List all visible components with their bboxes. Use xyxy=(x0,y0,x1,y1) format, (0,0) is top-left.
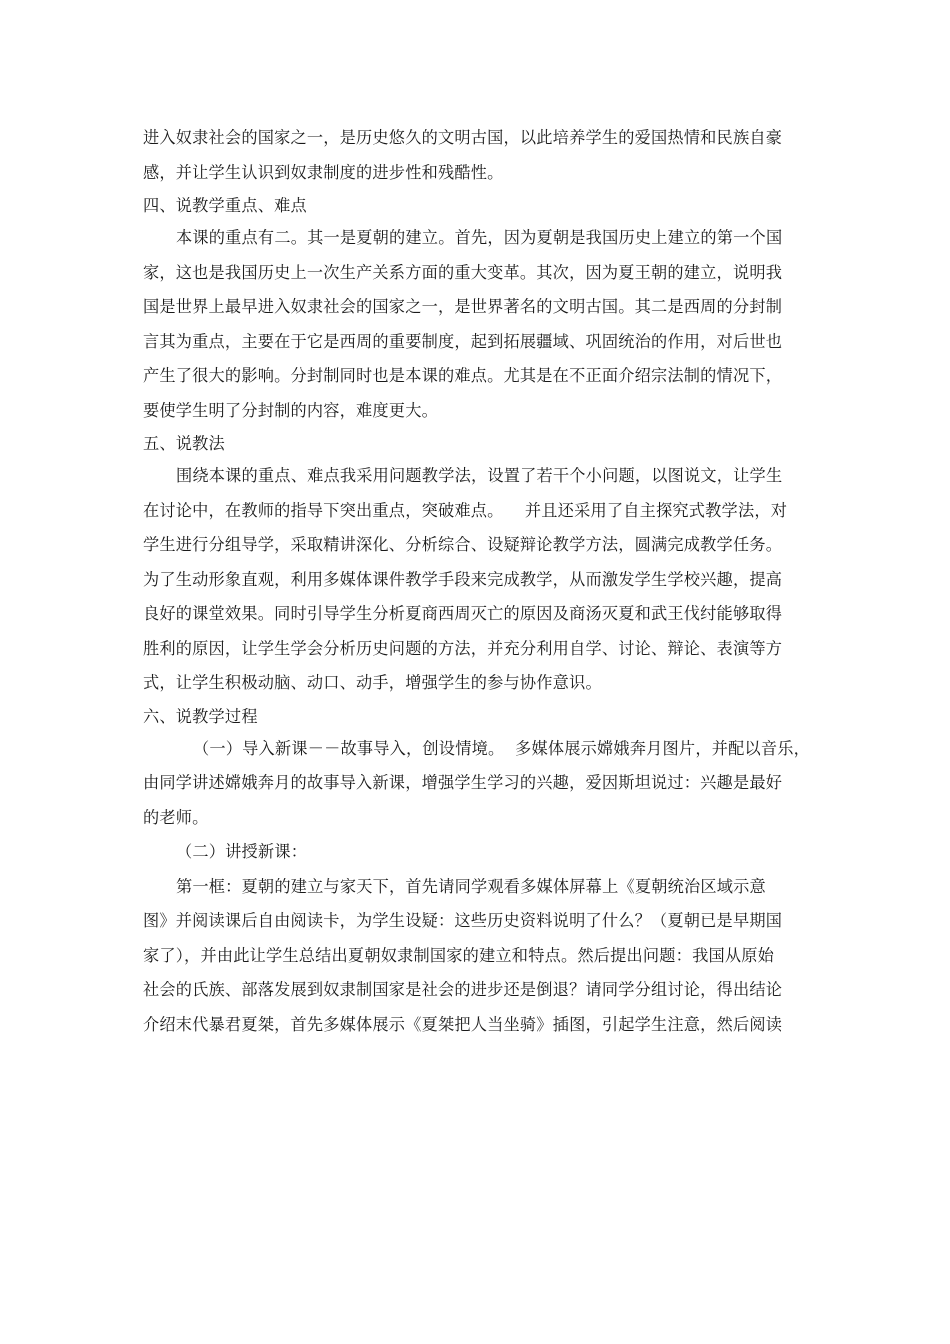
paragraph-line: 国是世界上最早进入奴隶社会的国家之一，是世界著名的文明古国。其二是西周的分封制 xyxy=(143,297,783,316)
paragraph-line: 为了生动形象直观，利用多媒体课件教学手段来完成教学，从而激发学生学校兴趣，提高 xyxy=(143,569,783,589)
paragraph-line: 的老师。 xyxy=(143,807,209,827)
paragraph-line: 图》并阅读课后自由阅读卡，为学生设疑：这些历史资料说明了什么？（夏朝已是早期国 xyxy=(143,911,783,930)
section-heading-teaching-process: 六、说教学过程 xyxy=(143,706,258,726)
paragraph-line: 产生了很大的影响。分封制同时也是本课的难点。尤其是在不正面介绍宗法制的情况下， xyxy=(143,366,783,385)
paragraph-line: 家了），并由此让学生总结出夏朝奴隶制国家的建立和特点。然后提出问题：我国从原始 xyxy=(143,945,775,965)
paragraph-line: 第一框：夏朝的建立与家天下，首先请同学观看多媒体屏幕上《夏朝统治区域示意 xyxy=(176,876,766,896)
paragraph-line: 胜利的原因，让学生学会分析历史问题的方法，并充分利用自学、讨论、辩论、表演等方 xyxy=(143,638,783,658)
text-line: 感，并让学生认识到奴隶制度的进步性和残酷性。 xyxy=(143,162,504,182)
paragraph-line: 本课的重点有二。其一是夏朝的建立。首先，因为夏朝是我国历史上建立的第一个国 xyxy=(176,228,783,247)
paragraph-line: 要使学生明了分封制的内容，难度更大。 xyxy=(143,400,438,420)
section-heading-key-points: 四、说教学重点、难点 xyxy=(143,196,307,215)
subheading-line: （二）讲授新课： xyxy=(176,842,308,861)
paragraph-line: 家，这也是我国历史上一次生产关系方面的重大变革。其次，因为夏王朝的建立，说明我 xyxy=(143,262,783,282)
document-body xyxy=(143,121,813,1042)
paragraph-line: （一）导入新课－－故事导入，创设情境。 多媒体展示嫦娥奔月图片，并配以音乐， xyxy=(193,738,811,758)
text-line: 进入奴隶社会的国家之一，是历史悠久的文明古国，以此培养学生的爱国热情和民族自豪 xyxy=(143,128,783,147)
paragraph-line: 式，让学生积极动脑、动口、动手，增强学生的参与协作意识。 xyxy=(143,673,602,692)
section-heading-teaching-method: 五、说教法 xyxy=(143,434,225,453)
paragraph-line: 言其为重点，主要在于它是西周的重要制度，起到拓展疆域、巩固统治的作用，对后世也 xyxy=(143,331,783,351)
paragraph-line: 围绕本课的重点、难点我采用问题教学法，设置了若干个小问题，以图说文，让学生 xyxy=(176,466,783,485)
paragraph-line: 由同学讲述嫦娥奔月的故事导入新课，增强学生学习的兴趣，爱因斯坦说过：兴趣是最好 xyxy=(143,773,783,792)
paragraph-line: 良好的课堂效果。同时引导学生分析夏商西周灭亡的原因及商汤灭夏和武王伐纣能够取得 xyxy=(143,604,783,623)
paragraph-line: 在讨论中，在教师的指导下突出重点，突破难点。 并且还采用了自主探究式教学法，对 xyxy=(143,500,788,520)
paragraph-line: 社会的氏族、部落发展到奴隶制国家是社会的进步还是倒退？请同学分组讨论，得出结论 xyxy=(143,980,783,999)
paragraph-line: 介绍末代暴君夏桀，首先多媒体展示《夏桀把人当坐骑》插图，引起学生注意，然后阅读 xyxy=(143,1014,783,1034)
paragraph-line: 学生进行分组导学，采取精讲深化、分析综合、设疑辩论教学方法，圆满完成教学任务。 xyxy=(143,535,783,554)
